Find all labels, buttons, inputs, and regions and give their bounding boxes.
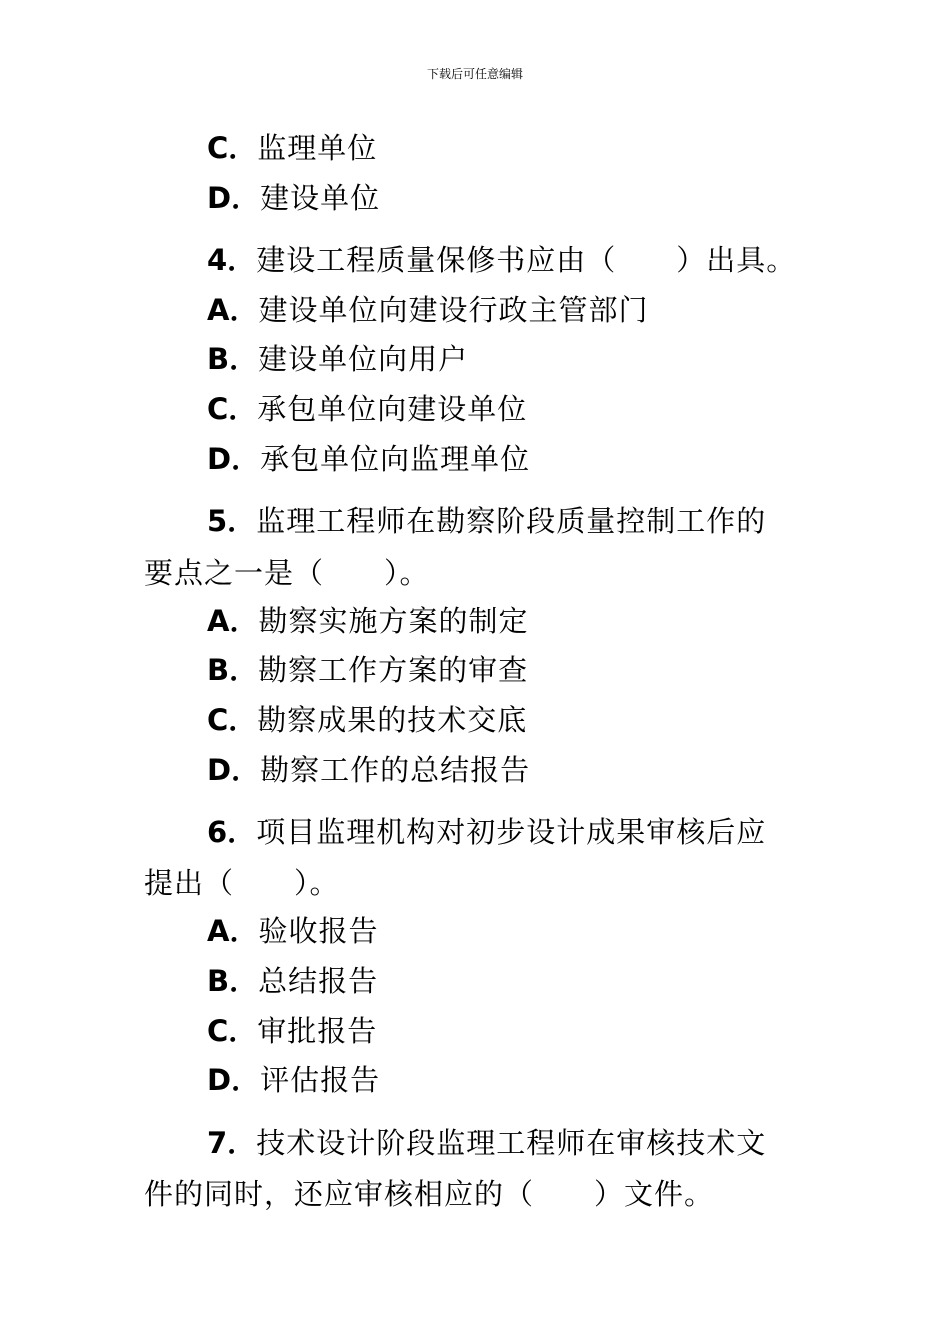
option-d — [207, 441, 530, 477]
option-label: D． — [207, 753, 261, 787]
option-text: 总结报告 — [258, 964, 379, 998]
option-text: 验收报告 — [258, 914, 379, 948]
option-a — [207, 913, 378, 949]
option-c — [207, 1013, 377, 1049]
option-b — [207, 963, 378, 999]
option-text: 监理单位 — [257, 131, 378, 165]
option-label: C． — [207, 131, 258, 165]
option-text: 建设单位向用户 — [258, 342, 469, 376]
option-text: 勘察工作方案的审查 — [258, 653, 529, 687]
option-c — [207, 130, 377, 166]
option-text: 审批报告 — [257, 1014, 378, 1048]
question-5 — [207, 503, 766, 539]
option-b — [207, 652, 528, 688]
question-4 — [207, 242, 796, 278]
question-text: 提出（ ）。 — [144, 866, 340, 900]
question-text: 建设工程质量保修书应由（ ）出具。 — [256, 243, 797, 277]
option-text: 勘察成果的技术交底 — [257, 703, 528, 737]
option-d — [207, 752, 530, 788]
question-text: 技术设计阶段监理工程师在审核技术文 — [256, 1126, 767, 1160]
question-number: 6． — [207, 815, 257, 849]
question-text: 项目监理机构对初步设计成果审核后应 — [256, 815, 767, 849]
option-label: C． — [207, 1014, 258, 1048]
page-header: 下载后可任意编辑 — [426, 67, 523, 81]
question-7 — [207, 1125, 766, 1161]
option-label: A． — [207, 604, 259, 638]
option-label: C． — [207, 392, 258, 426]
option-text: 勘察实施方案的制定 — [258, 604, 529, 638]
option-label: A． — [207, 914, 259, 948]
option-c — [207, 702, 527, 738]
question-number: 4． — [207, 243, 257, 277]
option-d — [207, 180, 380, 216]
option-a — [207, 292, 648, 328]
option-label: B． — [207, 342, 259, 376]
option-text: 承包单位向建设单位 — [257, 392, 528, 426]
question-number: 5． — [207, 504, 257, 538]
option-text: 建设单位 — [260, 181, 381, 215]
question-5-continued — [144, 555, 430, 591]
option-label: D． — [207, 1063, 261, 1097]
option-a — [207, 603, 528, 639]
question-7-continued — [144, 1176, 714, 1212]
question-text: 要点之一是（ ）。 — [144, 556, 430, 590]
question-6 — [207, 814, 766, 850]
option-text: 承包单位向监理单位 — [260, 442, 531, 476]
question-text: 件的同时，还应审核相应的（ ）文件。 — [144, 1177, 715, 1211]
option-b — [207, 341, 468, 377]
question-number: 7． — [207, 1126, 257, 1160]
option-label: D． — [207, 181, 261, 215]
option-label: C． — [207, 703, 258, 737]
option-text: 评估报告 — [260, 1063, 381, 1097]
question-6-continued — [144, 865, 340, 901]
option-label: A． — [207, 293, 259, 327]
option-label: B． — [207, 653, 259, 687]
option-d — [207, 1062, 380, 1098]
option-label: B． — [207, 964, 259, 998]
option-text: 勘察工作的总结报告 — [260, 753, 531, 787]
question-text: 监理工程师在勘察阶段质量控制工作的 — [256, 504, 767, 538]
option-c — [207, 391, 527, 427]
option-text: 建设单位向建设行政主管部门 — [258, 293, 649, 327]
option-label: D． — [207, 442, 261, 476]
